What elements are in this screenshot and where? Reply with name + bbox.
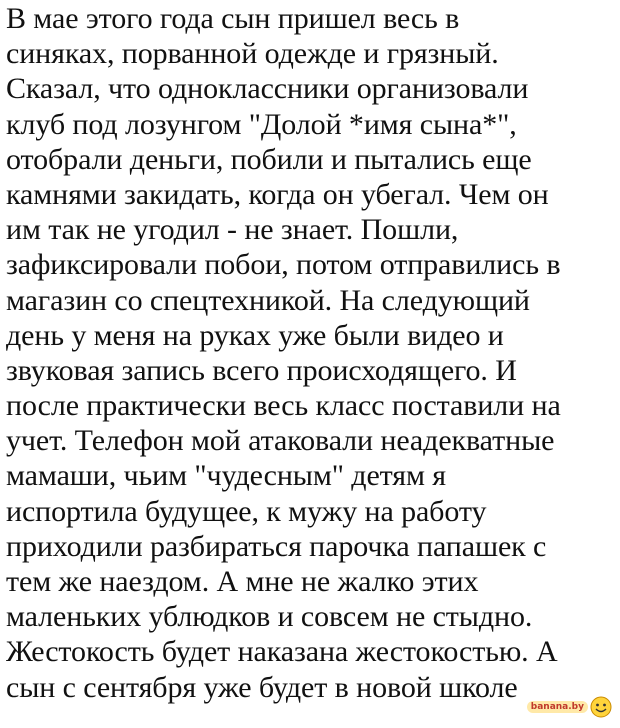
text-line: мамаши, чьим "чудесным" детям я: [6, 459, 446, 493]
text-line: Сказал, что одноклассники организовали: [6, 72, 529, 106]
text-line: после практически весь класс поставили на: [6, 389, 561, 423]
text-line: отобрали деньги, побили и пытались еще: [6, 142, 532, 176]
text-line: камнями закидать, когда он убегал. Чем он: [6, 177, 549, 211]
text-line: клуб под лозунгом "Долой *имя сына*",: [6, 107, 517, 141]
text-line: маленьких ублюдков и совсем не стыдно.: [6, 600, 533, 634]
text-line: В мае этого года сын пришел весь в: [6, 2, 460, 35]
text-line: сын с сентября уже будет в новой школе: [6, 670, 518, 704]
text-line: Жестокость будет наказана жестокостью. А: [6, 635, 558, 669]
text-line: звуковая запись всего происходящего. И: [6, 353, 517, 387]
text-line: тем же наездом. А мне не жалко этих: [6, 565, 479, 598]
text-line: им так не угодил - не знает. Пошли,: [6, 213, 459, 247]
text-line: зафиксировали побои, потом отправились в: [6, 248, 561, 282]
text-line: приходили разбираться парочка папашек с: [6, 529, 547, 563]
text-line: день у меня на руках уже были видео и: [6, 318, 504, 352]
watermark-label: banana.by: [527, 701, 588, 713]
story-text: [6, 1, 616, 705]
smiley-icon: [590, 696, 612, 718]
text-line: магазин со спецтехникой. На следующий: [6, 283, 530, 317]
text-line: учет. Телефон мой атаковали неадекватные: [6, 424, 555, 458]
text-line: испортила будущее, к мужу на работу: [6, 494, 487, 528]
text-line: синяках, порванной одежде и грязный.: [6, 37, 499, 71]
site-watermark: [527, 696, 612, 718]
